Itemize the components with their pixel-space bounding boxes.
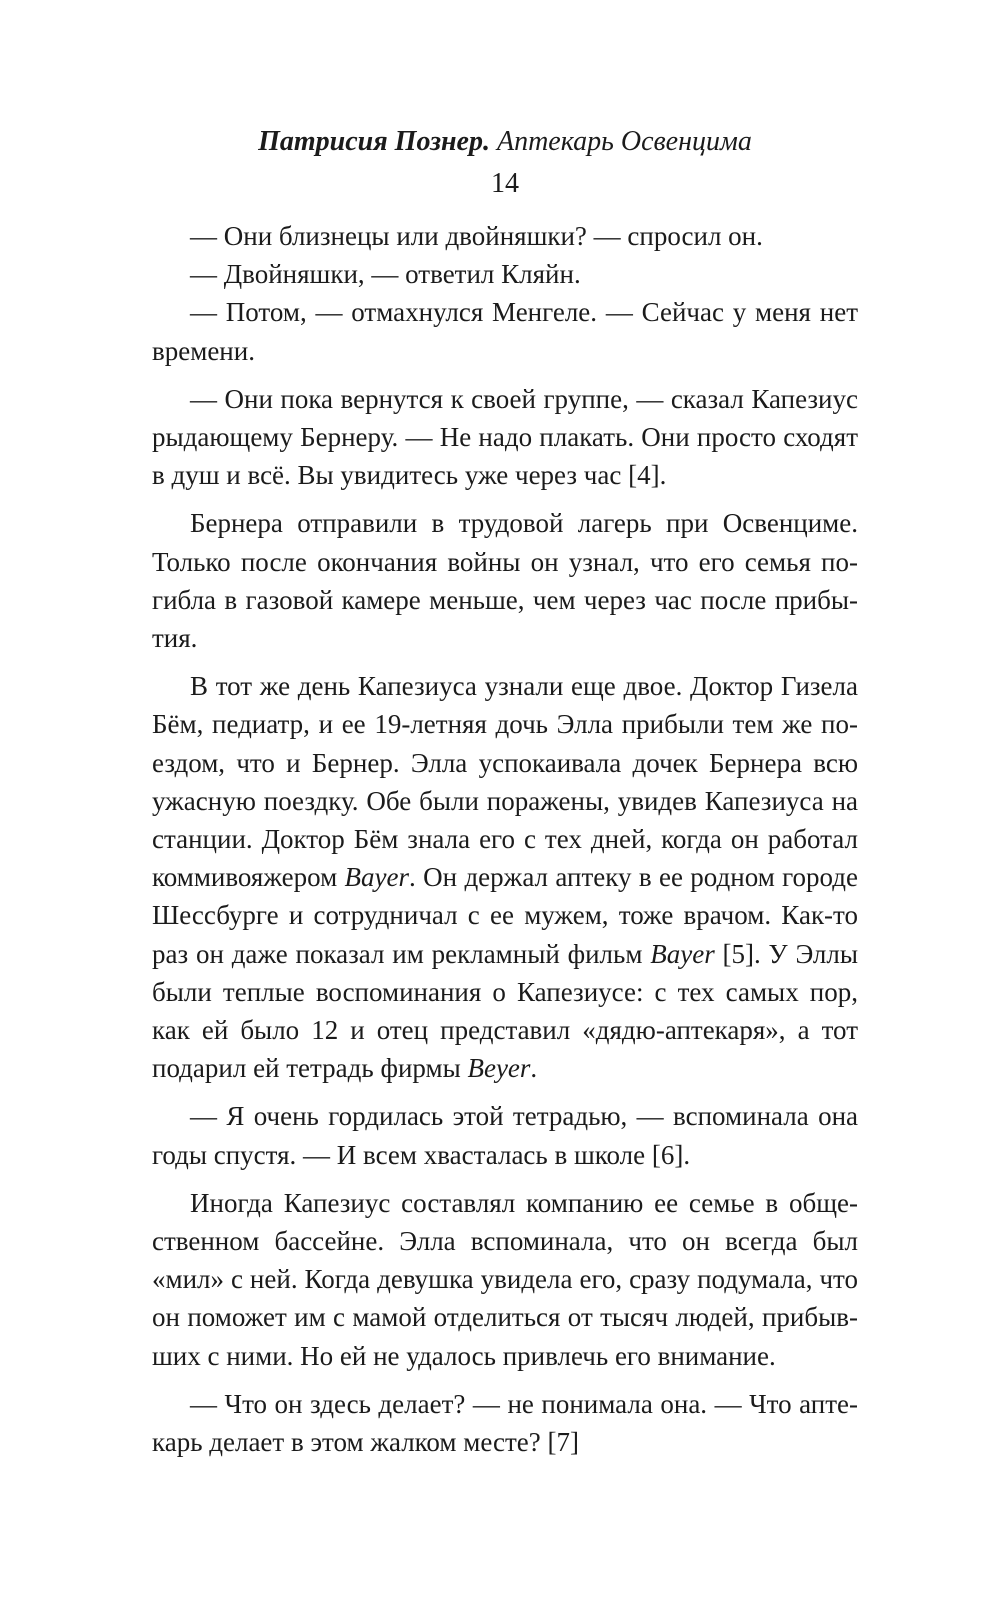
- paragraph-6-part-2: . Он держал аптеку в ее родном городе Шессбурге и сотрудничал с ее мужем, тоже врачом. Как-то раз он даже показал им рекламный фильм: [152, 862, 858, 969]
- book-page: [152, 120, 858, 1461]
- paragraph-4: — Они пока вернутся к своей группе, — сказал Капезиус рыдающему Бернеру. — Не надо плакать. Они просто сходят в душ и всё. Вы увидитесь уже через час [4].: [152, 383, 858, 491]
- author-name: Патрисия Познер.: [258, 126, 490, 157]
- book-title: Аптекарь Освенцима: [496, 126, 752, 157]
- paragraph-3: — Потом, — отмахнулся Менгеле. — Сейчас у меня нет времени.: [152, 297, 858, 366]
- paragraph-6: [152, 667, 858, 1087]
- paragraph-1: — Они близнецы или двойняшки? — спросил он.: [190, 221, 763, 251]
- page-number: 14: [491, 168, 519, 199]
- paragraph-7: — Я очень гордилась этой тетрадью, — вспоминала она годы спустя. — И всем хвасталась в школе [6].: [152, 1101, 858, 1170]
- paragraph-5: Бернера отправили в трудовой лагерь при Освенциме. Только после окончания войны он узнал, что его семья погибла в газовой камере меньше, чем через час после прибытия.: [152, 508, 858, 654]
- brand-name: Beyer: [467, 1053, 531, 1084]
- running-head: [152, 120, 858, 164]
- paragraph-6-part-1: В тот же день Капезиуса узнали еще двое. Доктор Гизела Бём, педиатр, и ее 19-летняя дочь Элла прибыли тем же поездом, что и Бернер. Элла успокаивала дочек Бернера всю ужасную поездку. Обе были поражены, увидев Капезиуса на станции. Доктор Бём знала его с тех дней, когда он работал коммивояжером: [152, 671, 858, 893]
- paragraph-6-part-4: .: [530, 1053, 538, 1084]
- body-text: [152, 217, 858, 1461]
- brand-name: Bayer: [650, 938, 715, 969]
- paragraph-9: — Что он здесь делает? — не понимала она. — Что аптекарь делает в этом жалком месте? [7]: [152, 1388, 858, 1458]
- paragraph-6-part-3: [5]. У Эллы были теплые воспоминания о Капезиусе: с тех самых пор, как ей было 12 и отец представил «дядю-аптекаря», а тот подарил ей тетрадь фирмы: [152, 938, 858, 1084]
- paragraph-2: — Двойняшки, — ответил Кляйн.: [190, 259, 581, 290]
- paragraph-8: Иногда Капезиус составлял компанию ее семье в общественном бассейне. Элла вспоминала, что он всегда был «мил» с ней. Когда девушка увидела его, сразу подумала, что он поможет им с мамой отделиться от тысяч людей, прибывших с ними. Но ей не удалось привлечь его внимание.: [152, 1187, 858, 1371]
- brand-name: Bayer: [344, 862, 410, 893]
